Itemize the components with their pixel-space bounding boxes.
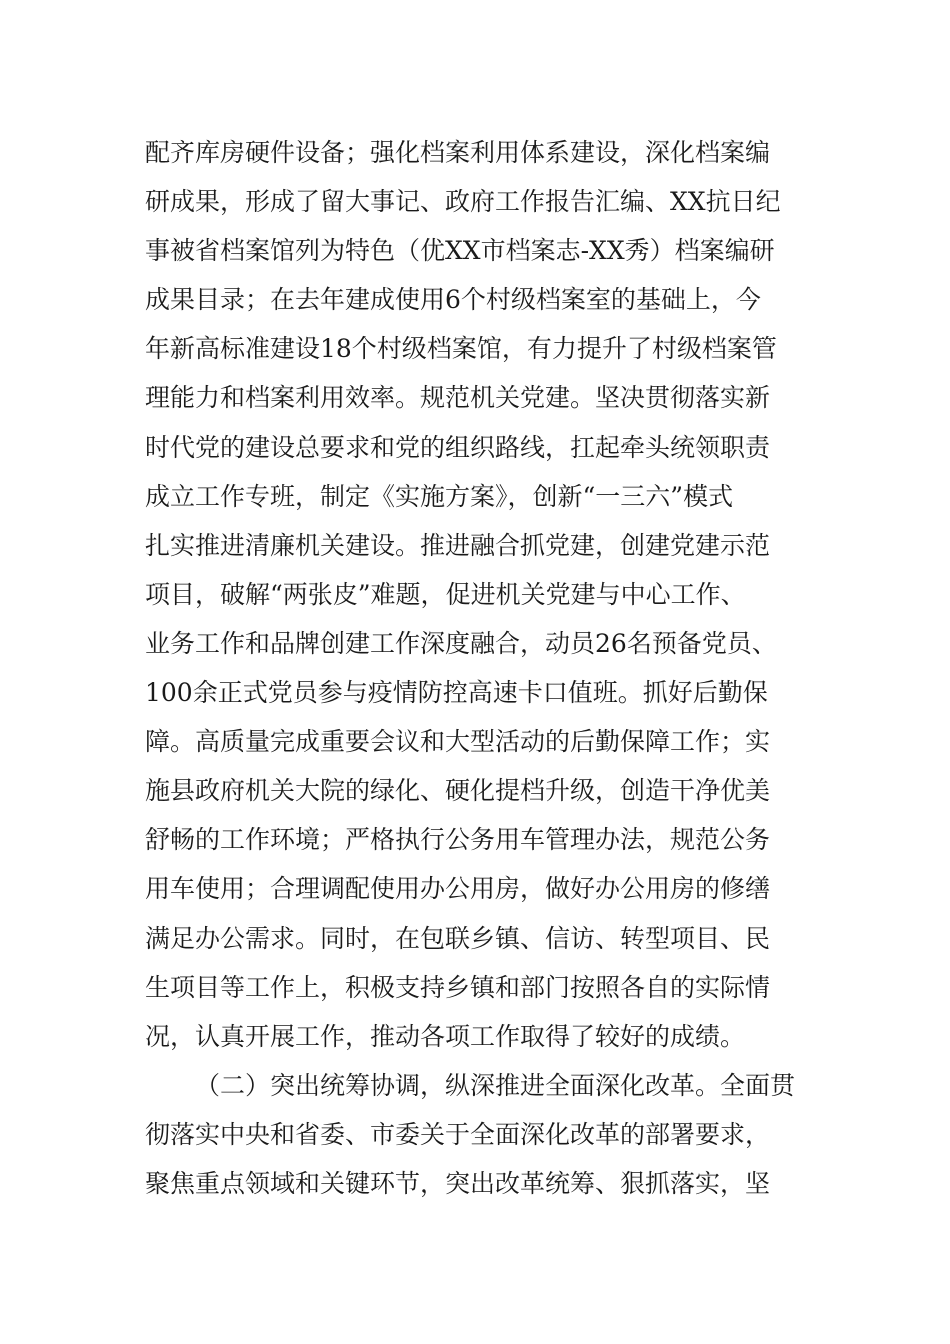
text-line: 聚焦重点领域和关键环节，突出改革统筹、狠抓落实，坚: [145, 1168, 771, 1198]
text-line: 舒畅的工作环境；严格执行公务用车管理办法，规范公务: [145, 825, 771, 855]
text-line: 扎实推进清廉机关建设。推进融合抓党建，创建党建示范: [145, 530, 771, 560]
text-line: 用车使用；合理调配使用办公用房，做好办公用房的修缮: [145, 874, 771, 904]
text-line: 成果目录；在去年建成使用6个村级档案室的基础上，今: [145, 285, 761, 315]
text-line: 施县政府机关大院的绿化、硬化提档升级，创造干净优美: [145, 776, 771, 806]
text-line: 100余正式党员参与疫情防控高速卡口值班。抓好后勤保: [145, 678, 768, 708]
text-line: 时代党的建设总要求和党的组织路线，扛起牵头统领职责: [145, 432, 771, 462]
text-line: 成立工作专班，制定《实施方案》，创新“一三六”模式: [145, 481, 734, 511]
text-line: 生项目等工作上，积极支持乡镇和部门按照各自的实际情: [145, 972, 771, 1002]
text-line: 理能力和档案利用效率。规范机关党建。坚决贯彻落实新: [145, 383, 771, 413]
text-line: 事被省档案馆列为特色（优XX市档案志-XX秀）档案编研: [145, 236, 775, 266]
section-heading-line: （二）突出统筹协调，纵深推进全面深化改革。全面贯: [195, 1070, 796, 1100]
body-text: [145, 128, 810, 1208]
paragraph-end-line: 况，认真开展工作，推动各项工作取得了较好的成绩。: [145, 1021, 746, 1051]
text-line: 项目，破解“两张皮”难题，促进机关党建与中心工作、: [145, 579, 746, 609]
text-line: 年新高标准建设18个村级档案馆，有力提升了村级档案管: [145, 334, 777, 364]
text-line: 研成果，形成了留大事记、政府工作报告汇编、XX抗日纪: [145, 187, 781, 217]
text-line: 配齐库房硬件设备；强化档案利用体系建设，深化档案编: [145, 138, 771, 167]
text-line: 满足办公需求。同时，在包联乡镇、信访、转型项目、民: [145, 923, 771, 953]
text-line: 障。高质量完成重要会议和大型活动的后勤保障工作；实: [145, 727, 771, 757]
text-line: 彻落实中央和省委、市委关于全面深化改革的部署要求，: [145, 1119, 771, 1149]
text-line: 业务工作和品牌创建工作深度融合，动员26名预备党员、: [145, 628, 777, 658]
